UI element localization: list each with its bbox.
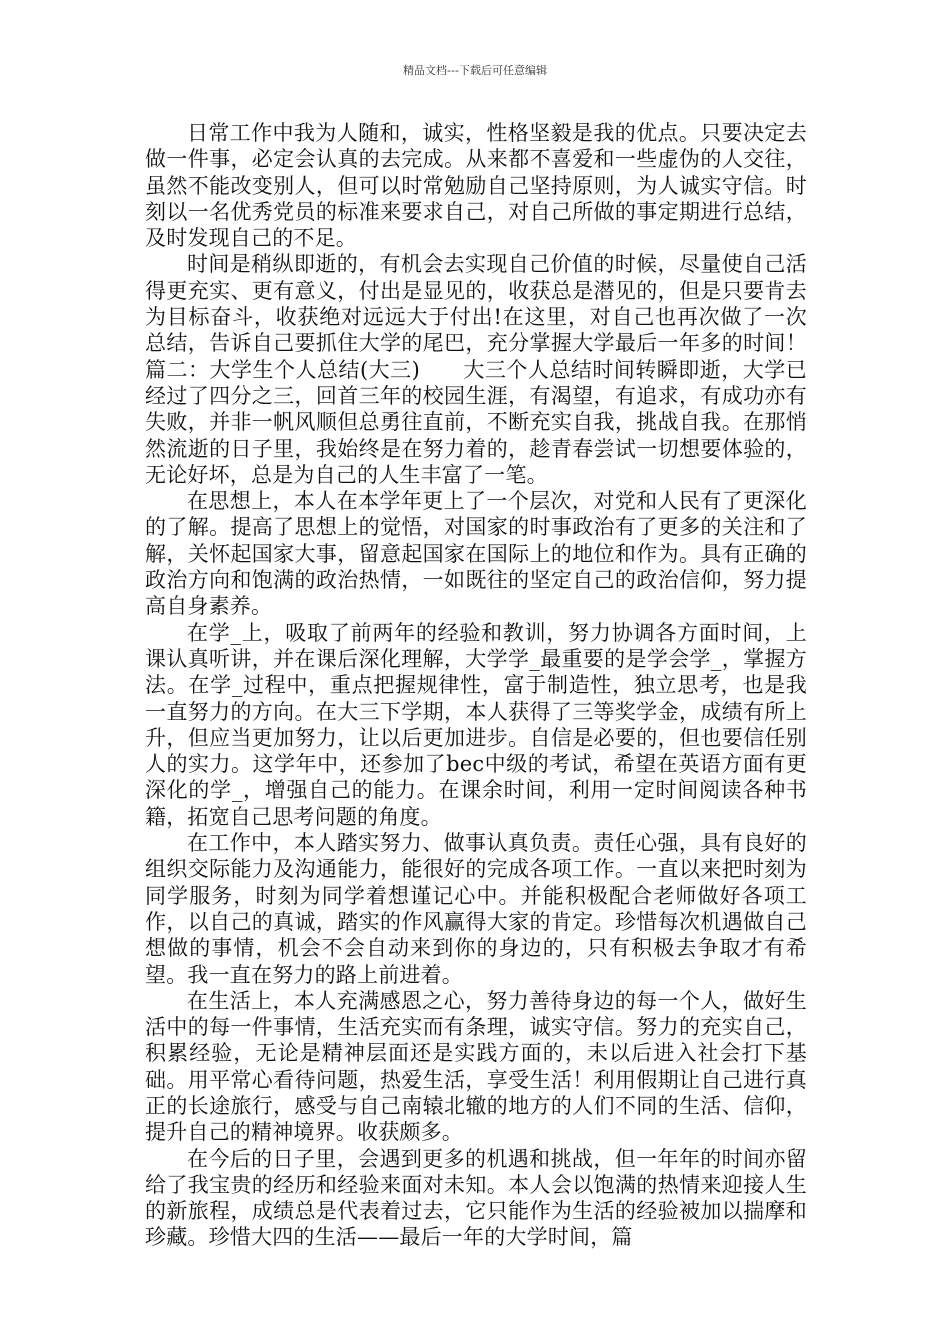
paragraph-1: 日常工作中我为人随和，诚实，性格坚毅是我的优点。只要决定去做一件事，必定会认真的去完成。从来都不喜爱和一些虚伪的人交往，虽然不能改变别人，但可以时常勉励自己坚持原则，为人诚实守信。时刻以一名优秀党员的标准来要求自己，对自己所做的事定期进行总结，及时发现自己的不足。 (145, 121, 807, 251)
paragraph-2: 时间是稍纵即逝的，有机会去实现自己价值的时候，尽量使自己活得更充实、更有意义，付出是显见的，收获总是潜见的，但是只要肯去为目标奋斗，收获绝对远远大于付出!在这里，对自己也再次做了一次总结，告诉自己要抓住大学的尾巴，充分掌握大学最后一年多的时间！篇二：大学生个人总结(大三) 大三个人总结时间转瞬即逝，大学已经过了四分之三，回首三年的校园生涯，有渴望，有追求，有成功亦有失败，并非一帆风顺但总勇往直前，不断充实自我，挑战自我。在那悄然流逝的日子里，我始终是在努力着的，趁青春尝试一切想要体验的，无论好坏，总是为自己的人生丰富了一笔。 (145, 252, 807, 487)
paragraph-5: 在工作中，本人踏实努力、做事认真负责。责任心强，具有良好的组织交际能力及沟通能力，能很好的完成各项工作。一直以来把时刻为同学服务，时刻为同学着想谨记心中。并能积极配合老师做好各项工作，以自己的真诚，踏实的作风赢得大家的肯定。珍惜每次机遇做自己想做的事情，机会不会自动来到你的身边的，只有积极去争取才有希望。我一直在努力的路上前进着。 (145, 831, 807, 987)
document-body (145, 120, 807, 1251)
paragraph-6: 在生活上，本人充满感恩之心，努力善待身边的每一个人，做好生活中的每一件事情，生活充实而有条理，诚实守信。努力的充实自己，积累经验，无论是精神层面还是实践方面的，未以后进入社会打下基础。用平常心看待问题，热爱生活，享受生活！利用假期让自己进行真正的长途旅行，感受与自己南辕北辙的地方的人们不同的生活、信仰，提升自己的精神境界。收获颇多。 (145, 988, 807, 1145)
paragraph-3: 在思想上，本人在本学年更上了一个层次，对党和人民有了更深化的了解。提高了思想上的觉悟，对国家的时事政治有了更多的关注和了解，关怀起国家大事，留意起国家在国际上的地位和作为。具有正确的政治方向和饱满的政治热情，一如既往的坚定自己的政治信仰，努力提高自身素养。 (145, 489, 807, 619)
paragraph-4: 在学_上，吸取了前两年的经验和教训，努力协调各方面时间，上课认真听讲，并在课后深化理解，大学学_最重要的是学会学_，掌握方法。在学_过程中，重点把握规律性，富于制造性，独立思考，也是我一直努力的方向。在大三下学期，本人获得了三等奖学金，成绩有所上升，但应当更加努力，让以后更加进步。自信是必要的，但也要信任别人的实力。这学年中，还参加了bec中级的考试，希望在英语方面有更深化的学_，增强自己的能力。在课余时间，利用一定时间阅读各种书籍，拓宽自己思考问题的角度。 (145, 620, 807, 829)
page-header: 精品文档---下载后可任意编辑 (403, 64, 547, 77)
paragraph-7: 在今后的日子里，会遇到更多的机遇和挑战，但一年年的时间亦留给了我宝贵的经历和经验来面对未知。本人会以饱满的热情来迎接人生的新旅程，成绩总是代表着过去，它只能作为生活的经验被加以揣摩和珍藏。珍惜大四的生活——最后一年的大学时间，篇 (145, 1146, 807, 1250)
